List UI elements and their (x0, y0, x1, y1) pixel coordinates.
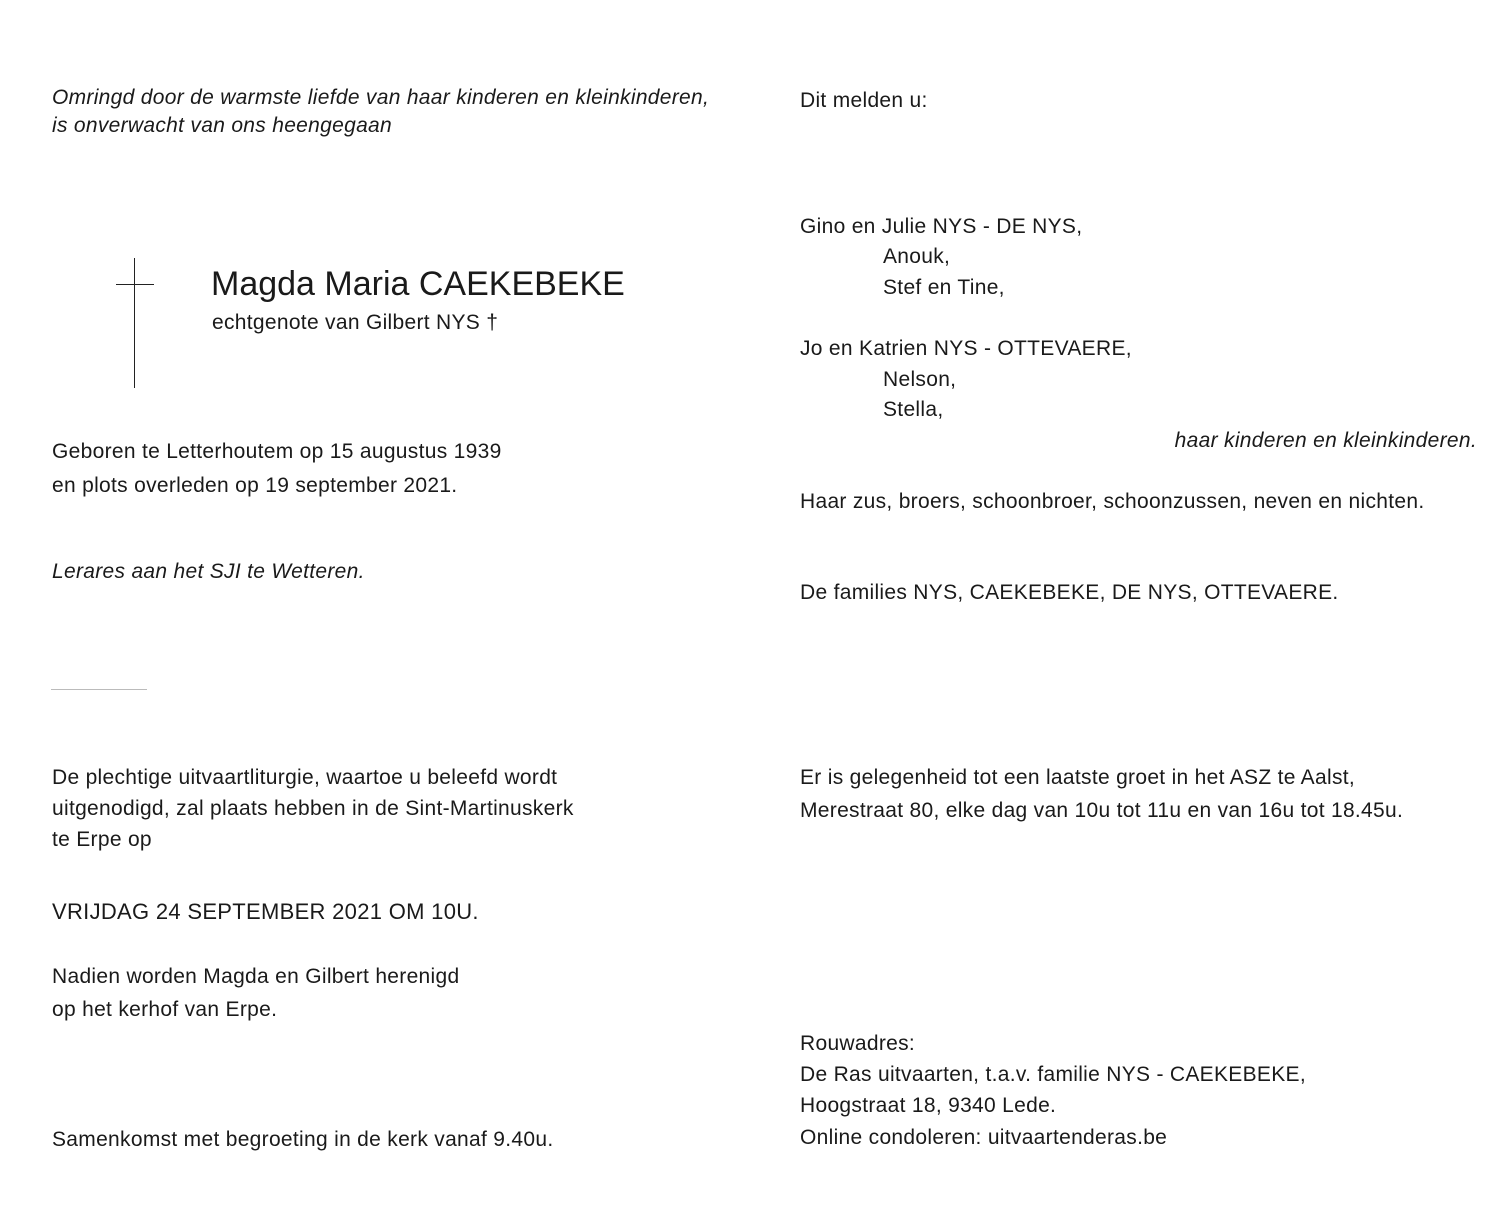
intro-line-1: Omringd door de warmste liefde van haar kinderen en kleinkinderen, (52, 86, 710, 109)
burial-line-1: Nadien worden Magda en Gilbert herenigd (52, 965, 460, 988)
intro-line-2: is onverwacht van ons heengegaan (52, 114, 393, 137)
burial-line-2: op het kerhof van Erpe. (52, 998, 278, 1021)
online-condolence: Online condoleren: uitvaartenderas.be (800, 1126, 1168, 1149)
born-line: Geboren te Letterhoutem op 15 augustus 1939 (52, 440, 502, 463)
gathering-line: Samenkomst met begroeting in de kerk vanaf 9.40u. (52, 1128, 554, 1151)
address-line-1: De Ras uitvaarten, t.a.v. familie NYS - CAEKEBEKE, (800, 1063, 1306, 1086)
family1-parents: Gino en Julie NYS - DE NYS, (800, 215, 1083, 238)
family2-child-2: Stella, (883, 398, 944, 421)
announce-line: Dit melden u: (800, 89, 928, 112)
relatives-line: Haar zus, broers, schoonbroer, schoonzussen, neven en nichten. (800, 490, 1425, 513)
liturgy-line-1: De plechtige uitvaartliturgie, waartoe u beleefd wordt (52, 766, 558, 789)
family1-child-2: Stef en Tine, (883, 276, 1005, 299)
liturgy-line-2: uitgenodigd, zal plaats hebben in de Sint-Martinuskerk (52, 797, 574, 820)
farewell-line-1: Er is gelegenheid tot een laatste groet in het ASZ te Aalst, (800, 766, 1356, 789)
cross-icon-bar (116, 284, 154, 285)
farewell-line-2: Merestraat 80, elke dag van 10u tot 11u en van 16u tot 18.45u. (800, 799, 1404, 822)
address-label: Rouwadres: (800, 1032, 916, 1055)
spouse-line: echtgenote van Gilbert NYS † (212, 311, 499, 334)
relation-line: haar kinderen en kleinkinderen. (1174, 429, 1477, 452)
family2-parents: Jo en Katrien NYS - OTTEVAERE, (800, 337, 1132, 360)
occupation-line: Lerares aan het SJI te Wetteren. (52, 560, 365, 583)
family1-child-1: Anouk, (883, 245, 951, 268)
families-line: De families NYS, CAEKEBEKE, DE NYS, OTTEVAERE. (800, 581, 1339, 604)
family2-child-1: Nelson, (883, 368, 957, 391)
liturgy-line-3: te Erpe op (52, 828, 152, 851)
died-line: en plots overleden op 19 september 2021. (52, 474, 458, 497)
cross-icon (134, 258, 135, 388)
address-line-2: Hoogstraat 18, 9340 Lede. (800, 1094, 1057, 1117)
deceased-name: Magda Maria CAEKEBEKE (211, 265, 625, 303)
funeral-date: VRIJDAG 24 SEPTEMBER 2021 OM 10U. (52, 899, 479, 924)
divider (51, 689, 147, 690)
